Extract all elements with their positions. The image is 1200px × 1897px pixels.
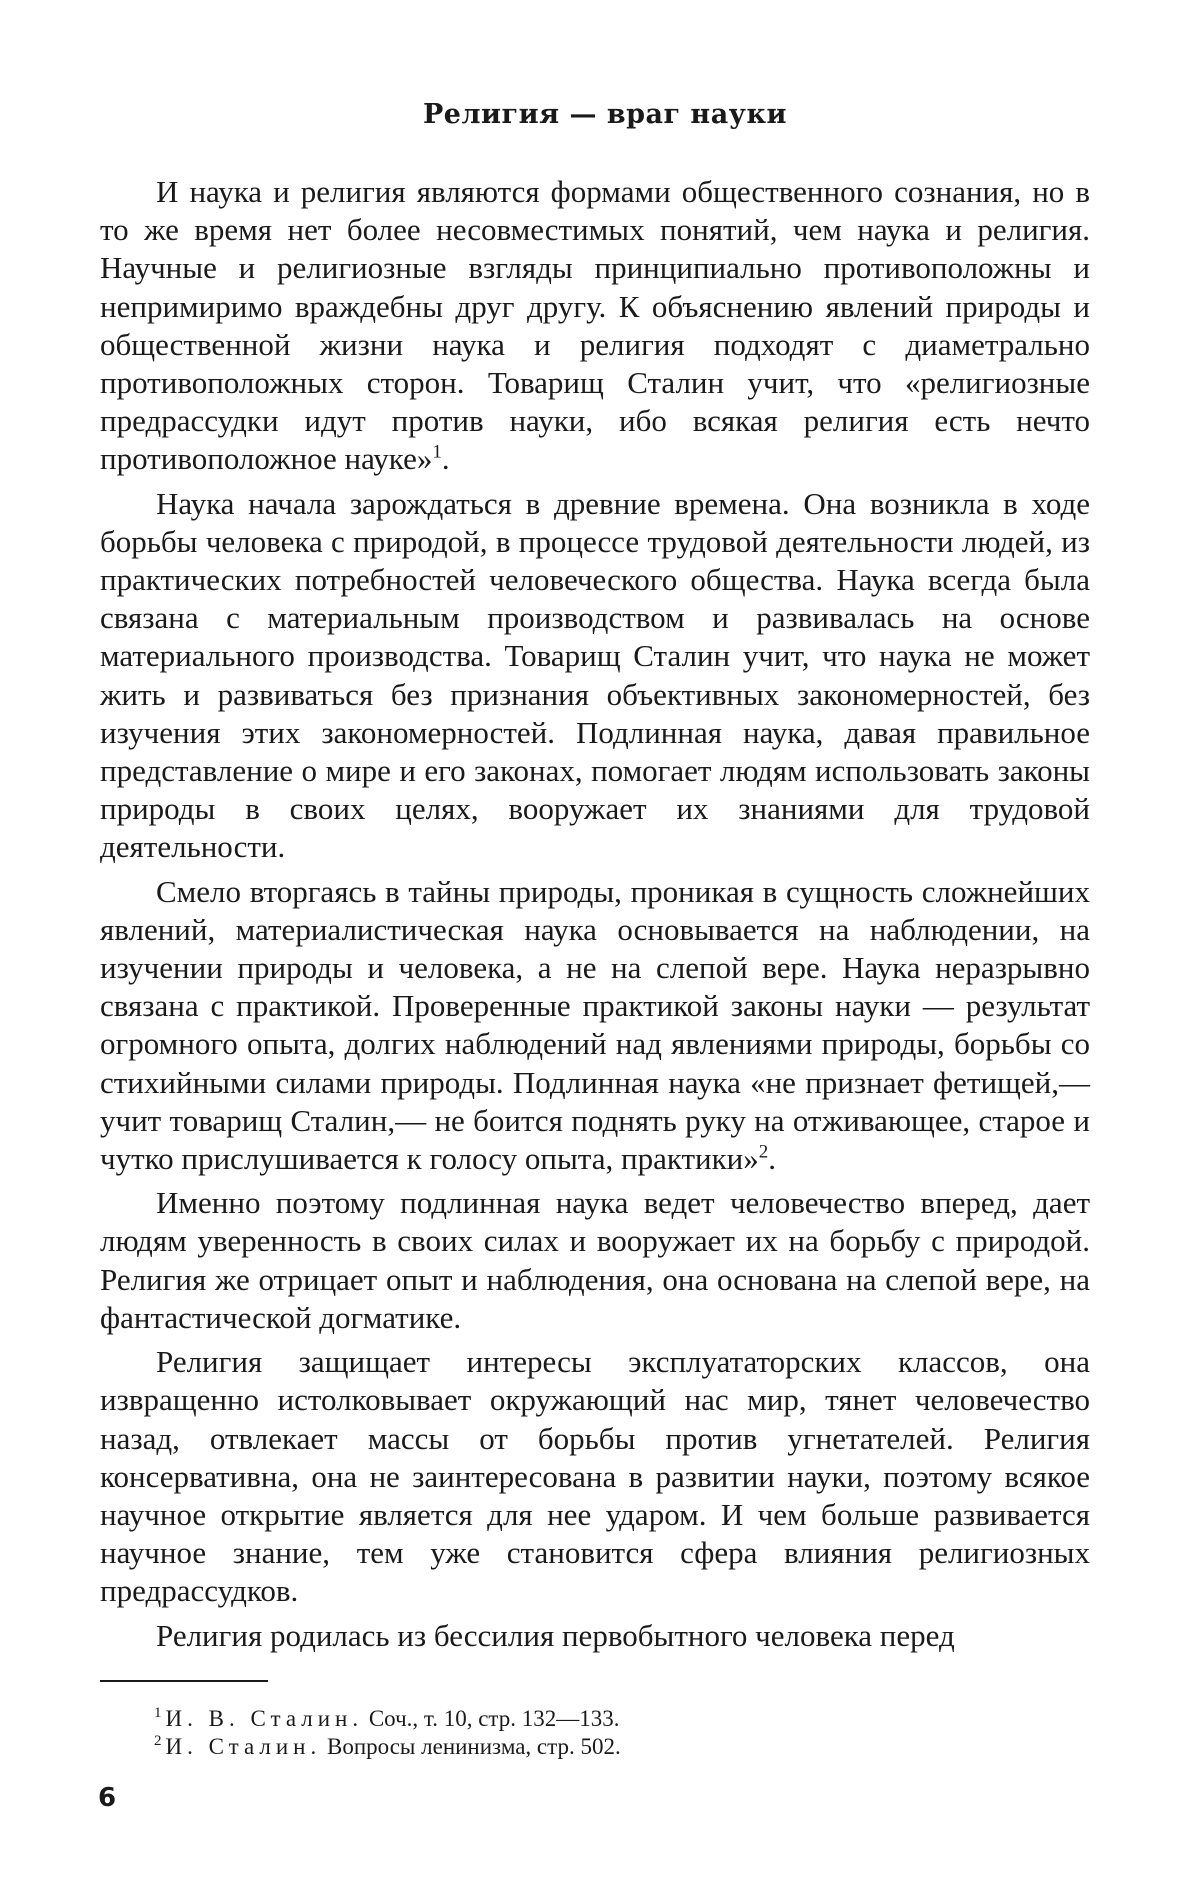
footnote-ref: 2 [758,1141,769,1163]
paragraph-text: Именно поэтому подлинная наука ведет человечество вперед, дает людям уверенность в своих силах и вооружает их на борьбу с природой. Религия же отрицает опыт и наблюдения, она основана на слепой вере, на фантастической догматике. [100,1185,1090,1335]
paragraph-text: И наука и религия являются формами общественного сознания, но в то же время нет более несовместимых понятий, чем наука и религия. Научные и религиозные взгляды принципиально противоположны и непримиримо враждебны друг другу. К объяснению явлений природы и общественной жизни наука и религия подходят с диаметрально противоположных сторон. Товарищ Сталин учит, что «религиозные предрассудки идут против науки, ибо всякая религия есть нечто противоположное науке» [100,174,1090,477]
paragraph [100,1343,1090,1610]
paragraph [100,485,1090,867]
footnotes [154,1705,1054,1761]
footnote [154,1705,1054,1733]
footnote-author: И. В. Сталин. [165,1706,364,1731]
footnote-ref: 1 [432,442,442,464]
paragraph [100,173,1090,479]
footnote-mark: 1 [154,1705,162,1722]
chapter-title: Религия — враг науки [422,99,787,130]
paragraph-text: Смело вторгаясь в тайны природы, проникая в сущность сложнейших явлений, материалистическая наука основывается на наблюдении, на изучении природы и человека, а не на слепой вере. Наука неразрывно связана с практикой. Проверенные практикой законы науки — результат огромного опыта, долгих наблюдений над явлениями природы, борьбы со стихийными силами природы. Подлинная наука «не признает фетищей,— учит товарищ Сталин,— не боится поднять руку на отживающее, старое и чутко прислушивается к голосу опыта, практики» [100,873,1090,1177]
footnote-author: И. Сталин. [165,1734,322,1759]
paragraph [100,873,1090,1179]
page-number: 6 [98,1783,117,1813]
paragraph [100,1184,1090,1337]
body-text [100,173,1090,1655]
paragraph [100,1617,1090,1655]
footnote-source: Соч., т. 10, стр. 132—133. [368,1706,620,1731]
footnote [154,1733,1054,1761]
footnote-source: Вопросы ленинизма, стр. 502. [327,1734,621,1759]
paragraph-text: Наука начала зарождаться в древние времена. Она возникла в ходе борьбы человека с природой, в процессе трудовой деятельности людей, из практических потребностей человеческого общества. Наука всегда была связана с материальным производством и развивалась на основе материального производства. Товарищ Сталин учит, что наука не может жить и развиваться без признания объективных закономерностей, без изучения этих закономерностей. Подлинная наука, давая правильное представление о мире и его законах, помогает людям использовать законы природы в своих целях, вооружает их знаниями для трудовой деятельности. [100,485,1090,865]
paragraph-text: Религия родилась из бессилия первобытного человека перед [156,1617,955,1653]
book-page [100,95,1090,1885]
paragraph-tail: . [441,441,450,477]
footnote-divider [100,1680,268,1682]
footnote-mark: 2 [154,1733,162,1750]
paragraph-text: Религия защищает интересы эксплуататорских классов, она извращенно истолковывает окружающий нас мир, тянет человечество назад, отвлекает массы от борьбы против угнетателей. Религия консервативна, она не заинтересована в развитии науки, поэтому всякое научное открытие является для нее ударом. И чем больше развивается научное знание, тем уже становится сфера влияния религиозных предрассудков. [100,1344,1090,1609]
paragraph-tail: . [768,1141,777,1177]
